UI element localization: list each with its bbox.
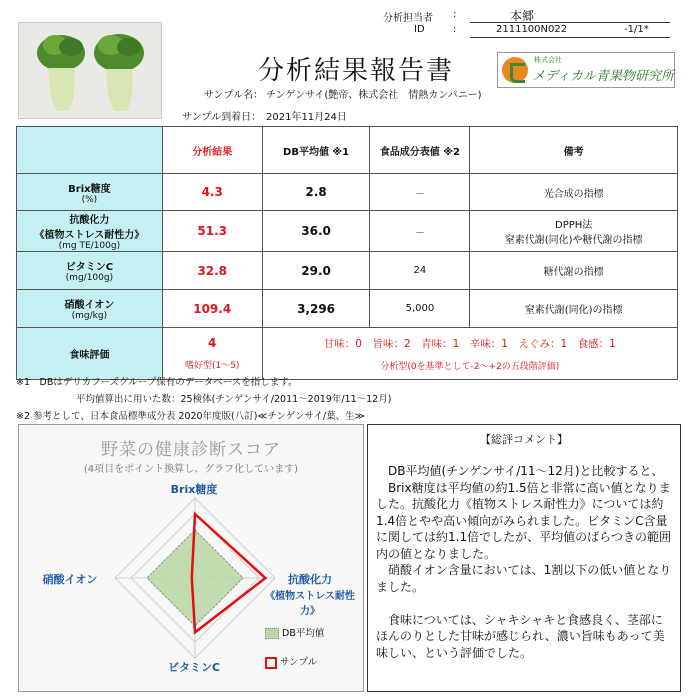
- row-db: 2.8: [262, 174, 370, 211]
- row-result: 51.3: [162, 211, 262, 252]
- arrival-date: 2021年11月24日: [266, 112, 347, 123]
- note-1b: 平均値算出に用いた数：25検体(チンゲンサイ/2011～2019年/11～12月): [76, 394, 392, 405]
- row-db: 29.0: [262, 252, 370, 290]
- row-remark: 窒素代謝(同化)の指標: [470, 290, 678, 328]
- results-table: [16, 126, 678, 380]
- legend-sample-swatch: [265, 657, 277, 669]
- analyst-colon: :: [453, 9, 457, 20]
- row-result: 4.3: [162, 174, 262, 211]
- row-result: 109.4: [162, 290, 262, 328]
- logo-prefix: 株式会社: [534, 56, 562, 64]
- row-label: 抗酸化力 《植物ストレス耐性力》 (mg TE/100g): [17, 211, 163, 252]
- axis-label-nitrate: 硝酸イオン: [42, 573, 98, 586]
- table-row: [17, 252, 678, 290]
- comment-box: [367, 424, 681, 692]
- table-row: [17, 211, 678, 252]
- taste-items: 甘味：0 旨味：2 青味：1 辛味：1 えぐみ：1 食感：1 分析型(0を基準として-2～+2の五段階評価): [262, 328, 677, 380]
- vegetable-photo: [18, 22, 162, 119]
- row-remark: 光合成の指標: [470, 174, 678, 211]
- axis-label-vitamin-c: ビタミンC: [167, 661, 221, 674]
- id-underline: [470, 37, 670, 38]
- row-food: 5,000: [370, 290, 470, 328]
- header-blank: [17, 127, 163, 174]
- sample-label: サンプル名：: [204, 90, 264, 101]
- row-label: 硝酸イオン (mg/kg): [17, 290, 163, 328]
- arrival-label: サンプル到着日：: [182, 112, 262, 123]
- row-label: Brix糖度 (%): [17, 174, 163, 211]
- legend-db-swatch: [265, 628, 279, 639]
- radar-svg: [19, 425, 363, 691]
- row-food: －: [370, 211, 470, 252]
- chart-subtitle: (4項目をポイント換算し、グラフ化しています): [83, 464, 299, 475]
- taste-score: 4 嗜好型(1～5): [162, 328, 262, 380]
- row-db: 3,296: [262, 290, 370, 328]
- id-label: ID: [414, 24, 425, 35]
- row-food: －: [370, 174, 470, 211]
- taste-row: [17, 328, 678, 380]
- row-remark: 糖代謝の指標: [470, 252, 678, 290]
- legend-db: DB平均値: [265, 625, 324, 639]
- row-db: 36.0: [262, 211, 370, 252]
- id-colon: :: [453, 24, 457, 35]
- legend-sample: サンプル: [265, 654, 317, 669]
- taste-label: 食味評価: [17, 328, 163, 380]
- header-remarks: 備考: [470, 127, 678, 174]
- axis-label-brix: Brix糖度: [170, 483, 218, 496]
- health-score-chart: [18, 424, 364, 692]
- analyst-label: 分析担当者: [383, 13, 433, 24]
- page-title: 分析結果報告書: [258, 56, 455, 86]
- row-label: ビタミンC (mg/100g): [17, 252, 163, 290]
- analyst-underline: [470, 22, 670, 23]
- axis-label-antioxidant: 抗酸化力 《植物ストレス耐性力》: [265, 573, 355, 617]
- note-1: ※1 DBはデリカフーズグループ保有のデータベースを指します。: [16, 377, 298, 388]
- logo-mark-icon: [502, 57, 528, 83]
- table-row: [17, 174, 678, 211]
- row-result: 32.8: [162, 252, 262, 290]
- chart-title: 野菜の健康診断スコア: [101, 440, 281, 460]
- comment-title: 【総評コメント】: [480, 433, 568, 446]
- comment-text: DB平均値(チンゲンサイ/11～12月)と比較すると、 Brix糖度は平均値の約1.5倍と非常に高い値となりました。抗酸化力《植物ストレス耐性力》については約1.4倍とやや高い傾向がみられました。ビタミンC含量に関しては約1.1倍でしたが、平均値のばらつきの範囲内の値となりました。 硝酸イオン含量においては、1割以下の低い値となりました。 食味については、シャキシャキと食感良く、茎部にほんのりとした甘味が感じられ、濃い旨味もあって美味しい、という評価でした。: [376, 464, 672, 660]
- header-result: 分析結果: [162, 127, 262, 174]
- row-food: 24: [370, 252, 470, 290]
- page-number: -1/1*: [624, 24, 649, 35]
- analyst-name: 本郷: [510, 9, 535, 23]
- sample-name: チンゲンサイ(艶帝、株式会社 情熱カンパニー): [266, 90, 482, 101]
- table-row: [17, 290, 678, 328]
- note-2: ※2 参考として、日本食品標準成分表 2020年度版(八訂)≪チンゲンサイ/葉、生≫: [16, 411, 365, 422]
- header-db-avg: DB平均値 ※1: [262, 127, 370, 174]
- logo-name: メディカル青果物研究所: [532, 69, 674, 84]
- row-remark: DPPH法 窒素代謝(同化)や糖代謝の指標: [470, 211, 678, 252]
- header-food-table: 食品成分表値 ※2: [370, 127, 470, 174]
- table-header-row: [17, 127, 678, 174]
- id-value: 2111100N022: [496, 24, 568, 35]
- company-logo: [497, 52, 675, 88]
